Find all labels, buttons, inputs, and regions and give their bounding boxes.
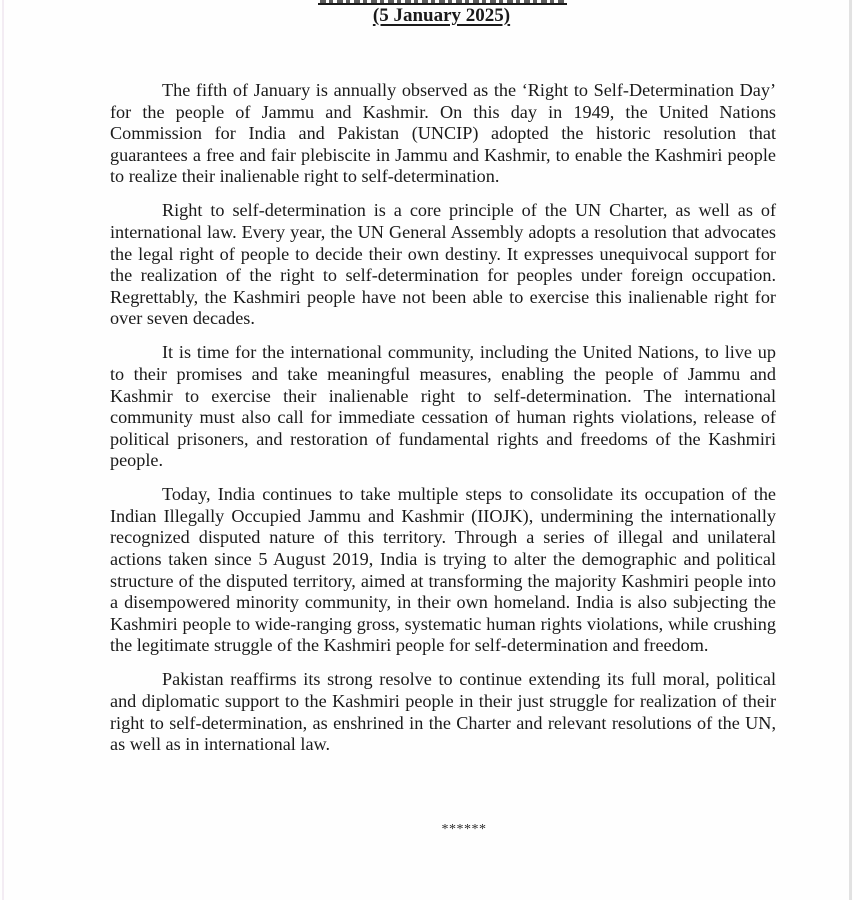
paragraph-2: Right to self-determination is a core principle of the UN Charter, as well as of international law. Every year, the UN General Assembly adopts a resolution that advocates the legal right of people to decide their own destiny. It expresses unequivocal support for the realization of the right to self-determination for peoples under foreign occupation. Regrettably, the Kashmiri people have not been able to exercise this inalienable right for over seven decades. [110,200,776,329]
end-mark: ****** [441,822,487,837]
statement-body [110,80,776,768]
paragraph-1: The fifth of January is annually observed as the ‘Right to Self-Determination Day’ for the people of Jammu and Kashmir. On this day in 1949, the United Nations Commission for India and Pakistan (UNCIP) adopted the historic resolution that guarantees a free and fair plebiscite in Jammu and Kashmir, to enable the Kashmiri people to realize their inalienable right to self-determination. [110,80,776,187]
paragraph-3: It is time for the international community, including the United Nations, to live up to their promises and take meaningful measures, enabling the people of Jammu and Kashmir to exercise their inalienable right to self-determination. The international community must also call for immediate cessation of human rights violations, release of political prisoners, and restoration of fundamental rights and freedoms of the Kashmiri people. [110,342,776,471]
paragraph-4: Today, India continues to take multiple steps to consolidate its occupation of the Indian Illegally Occupied Jammu and Kashmir (IIOJK), undermining the internationally recognized disputed nature of this territory. Through a series of illegal and unilateral actions taken since 5 August 2019, India is trying to alter the demographic and political structure of the disputed territory, aimed at transforming the majority Kashmiri people into a disempowered minority community, in their own homeland. India is also subjecting the Kashmiri people to wide-ranging gross, systematic human rights violations, while crushing the legitimate struggle of the Kashmiri people for self-determination and freedom. [110,484,776,656]
date-heading [0,4,853,28]
page-edge-right [849,0,852,900]
date-heading-text: (5 January 2025) [372,5,511,26]
paragraph-5: Pakistan reaffirms its strong resolve to continue extending its full moral, political and diplomatic support to the Kashmiri people in their just struggle for realization of their right to self-determination, as enshrined in the Charter and relevant resolutions of the UN, as well as in international law. [110,669,776,755]
page-edge-left [2,0,4,900]
